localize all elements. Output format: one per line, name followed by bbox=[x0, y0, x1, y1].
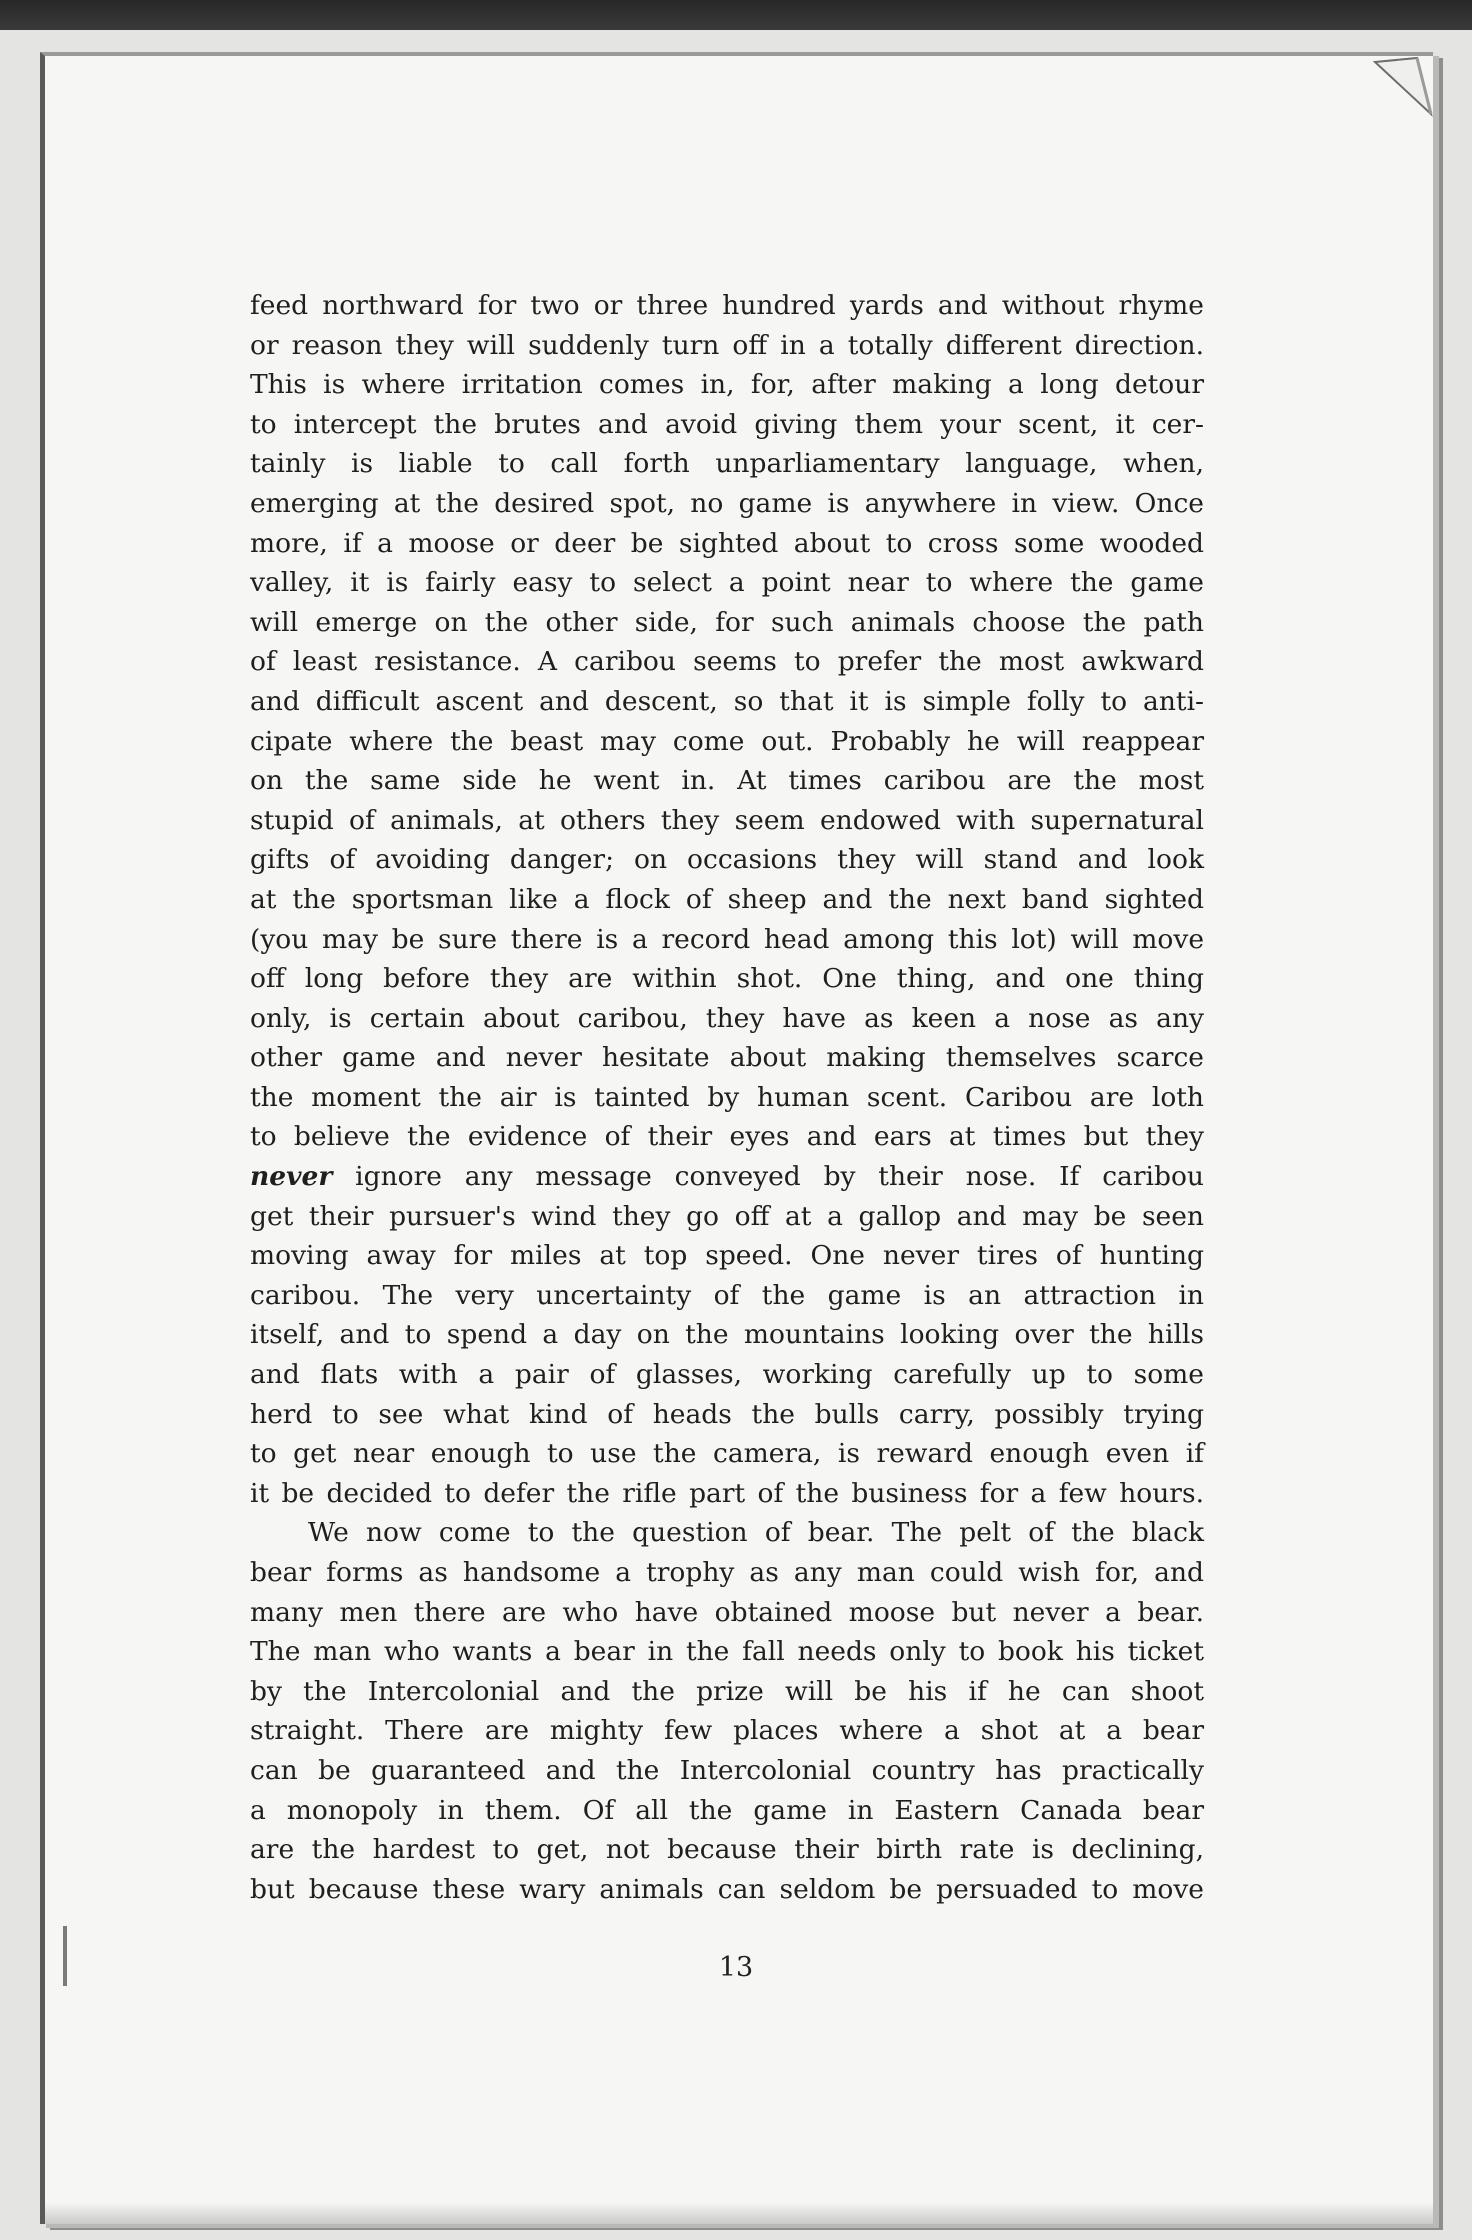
text-line: bear forms as handsome a trophy as any man could wish for, and bbox=[250, 1557, 1204, 1588]
text-line: it be decided to defer the rifle part of the business for a few hours. bbox=[250, 1477, 1204, 1509]
text-line: tainly is liable to call forth unparliamentary language, when, bbox=[250, 448, 1204, 480]
page-corner-fold bbox=[1373, 56, 1433, 136]
text-line: to intercept the brutes and avoid giving them your scent, it cer- bbox=[250, 408, 1204, 440]
text-line: stupid of animals, at others they seem endowed with supernatural bbox=[250, 804, 1204, 836]
text-line: a monopoly in them. Of all the game in Eastern Canada bear bbox=[250, 1794, 1204, 1826]
text-line: on the same side he went in. At times caribou are the most bbox=[250, 765, 1204, 797]
scan-top-edge bbox=[0, 0, 1472, 30]
text-line: only, is certain about caribou, they have as keen a nose as any bbox=[250, 1002, 1204, 1034]
text-line: more, if a moose or deer be sighted about to cross some wooded bbox=[250, 527, 1204, 559]
text-line: straight. There are mighty few places where a shot at a bear bbox=[250, 1715, 1204, 1747]
text-line: off long before they are within shot. One thing, and one thing bbox=[250, 963, 1204, 995]
text-line: This is where irritation comes in, for, after making a long detour bbox=[250, 369, 1204, 401]
text-line: itself, and to spend a day on the mountains looking over the hills bbox=[250, 1319, 1204, 1351]
text-line: at the sportsman like a flock of sheep and the next band sighted bbox=[250, 883, 1204, 915]
text-line: to get near enough to use the camera, is reward enough even if bbox=[250, 1438, 1204, 1470]
text-line: by the Intercolonial and the prize will be his if he can shoot bbox=[250, 1675, 1204, 1707]
text-line: many men there are who have obtained moose but never a bear. bbox=[250, 1596, 1204, 1628]
text-line: caribou. The very uncertainty of the game is an attraction in bbox=[250, 1279, 1204, 1311]
text-line: gifts of avoiding danger; on occasions they will stand and look bbox=[250, 844, 1204, 876]
text-line: and flats with a pair of glasses, working carefully up to some bbox=[250, 1359, 1204, 1391]
text-line: herd to see what kind of heads the bulls carry, possibly trying bbox=[250, 1398, 1204, 1430]
emphasized-word: never bbox=[250, 1161, 333, 1193]
text-line: and difficult ascent and descent, so that it is simple folly to anti- bbox=[250, 685, 1204, 717]
text-line: emerging at the desired spot, no game is anywhere in view. Once bbox=[250, 487, 1204, 519]
text-line: moving away for miles at top speed. One never tires of hunting bbox=[250, 1240, 1204, 1272]
text-line: to believe the evidence of their eyes and ears at times but they bbox=[250, 1121, 1204, 1153]
text-line: feed northward for two or three hundred yards and without rhyme bbox=[250, 290, 1204, 321]
text-line: are the hardest to get, not because their birth rate is declining, bbox=[250, 1834, 1204, 1866]
text-line: will emerge on the other side, for such animals choose the path bbox=[250, 606, 1204, 638]
text-line: (you may be sure there is a record head among this lot) will move bbox=[250, 923, 1204, 955]
text-line: or reason they will suddenly turn off in a totally different direction. bbox=[250, 329, 1204, 361]
text-line: of least resistance. A caribou seems to prefer the most awkward bbox=[250, 646, 1204, 678]
text-line: cipate where the beast may come out. Probably he will reappear bbox=[250, 725, 1204, 757]
text-line: can be guaranteed and the Intercolonial country has practically bbox=[250, 1754, 1204, 1786]
text-line: We now come to the question of bear. The pelt of the black bbox=[308, 1517, 1204, 1549]
text-line: other game and never hesitate about making themselves scarce bbox=[250, 1042, 1204, 1074]
body-text bbox=[250, 286, 1204, 1909]
text-line-emphasis bbox=[250, 1157, 1204, 1197]
text-line: the moment the air is tainted by human scent. Caribou are loth bbox=[250, 1081, 1204, 1113]
text-line: The man who wants a bear in the fall needs only to book his ticket bbox=[250, 1636, 1204, 1668]
text-line: valley, it is fairly easy to select a point near to where the game bbox=[250, 567, 1204, 599]
page-number: 13 bbox=[718, 1952, 754, 1983]
text-line-rest: ignore any message conveyed by their nose. If caribou bbox=[332, 1161, 1204, 1193]
text-line: get their pursuer's wind they go off at a gallop and may be seen bbox=[250, 1200, 1204, 1232]
text-line: but because these wary animals can seldom be persuaded to move bbox=[250, 1873, 1204, 1905]
